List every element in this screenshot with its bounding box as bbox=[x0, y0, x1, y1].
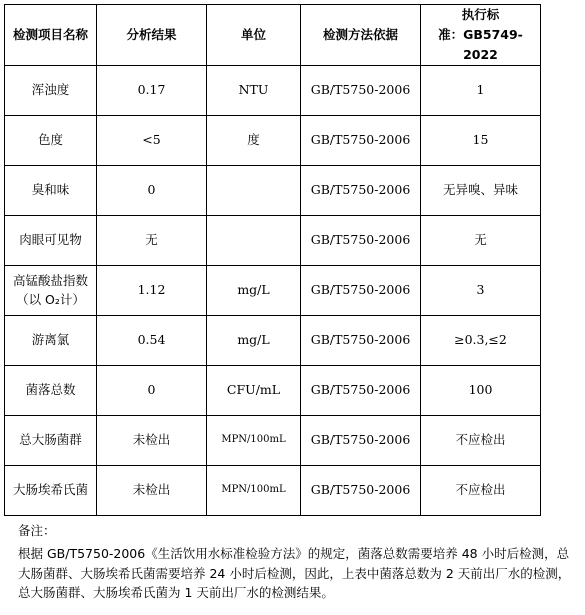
notes-section bbox=[18, 521, 578, 603]
row-unit bbox=[207, 216, 301, 266]
notes-label: 备注： bbox=[18, 523, 56, 538]
row-result: 未检出 bbox=[97, 416, 207, 466]
row-method: GB/T5750-2006 bbox=[301, 266, 421, 316]
header-unit: 单位 bbox=[207, 5, 301, 66]
row-item: 臭和味 bbox=[5, 166, 97, 216]
row-item: 浑浊度 bbox=[5, 66, 97, 116]
row-unit bbox=[207, 166, 301, 216]
row-standard: 15 bbox=[421, 116, 541, 166]
header-result: 分析结果 bbox=[97, 5, 207, 66]
row-standard: 不应检出 bbox=[421, 416, 541, 466]
table-row bbox=[5, 216, 541, 266]
header-method: 检测方法依据 bbox=[301, 5, 421, 66]
row-method: GB/T5750-2006 bbox=[301, 116, 421, 166]
row-method: GB/T5750-2006 bbox=[301, 166, 421, 216]
row-standard: 无 bbox=[421, 216, 541, 266]
row-result: <5 bbox=[97, 116, 207, 166]
row-item: 肉眼可见物 bbox=[5, 216, 97, 266]
row-unit: mg/L bbox=[207, 266, 301, 316]
row-item: 高锰酸盐指数 bbox=[12, 273, 88, 289]
table-row bbox=[5, 166, 541, 216]
table-row bbox=[5, 366, 541, 416]
row-standard: 1 bbox=[421, 66, 541, 116]
row-standard: 无异嗅、异味 bbox=[421, 166, 541, 216]
row-standard: ≥0.3,≤2 bbox=[421, 316, 541, 366]
row-unit: NTU bbox=[207, 66, 301, 116]
row-item: 游离氯 bbox=[5, 316, 97, 366]
table-row bbox=[5, 66, 541, 116]
header-standard bbox=[421, 5, 541, 66]
row-item: 大肠埃希氏菌 bbox=[5, 466, 97, 516]
row-unit: 度 bbox=[207, 116, 301, 166]
row-result: 0.54 bbox=[97, 316, 207, 366]
row-unit: MPN/100mL bbox=[207, 416, 301, 466]
row-standard: 3 bbox=[421, 266, 541, 316]
table-header-row bbox=[5, 5, 541, 66]
row-result: 1.12 bbox=[97, 266, 207, 316]
row-method: GB/T5750-2006 bbox=[301, 466, 421, 516]
row-item: 总大肠菌群 bbox=[5, 416, 97, 466]
row-item-multiline bbox=[5, 266, 97, 316]
header-item-name: 检测项目名称 bbox=[5, 5, 97, 66]
notes-text: 根据 GB/T5750-2006《生活饮用水标准检验方法》的规定，菌落总数需要培养 48 小时后检测，总大肠菌群、大肠埃希氏菌需要培养 24 小时后检测，因此，上表中菌落总数为 2 天前出厂水的检测，总大肠菌群、大肠埃希氏菌为 1 天前出厂水的检测结果。 bbox=[18, 546, 571, 601]
row-unit: MPN/100mL bbox=[207, 466, 301, 516]
row-unit: CFU/mL bbox=[207, 366, 301, 416]
row-result: 无 bbox=[97, 216, 207, 266]
table-row bbox=[5, 416, 541, 466]
row-standard: 100 bbox=[421, 366, 541, 416]
row-method: GB/T5750-2006 bbox=[301, 66, 421, 116]
row-item: 色度 bbox=[5, 116, 97, 166]
table-row bbox=[5, 266, 541, 316]
row-result: 0.17 bbox=[97, 66, 207, 116]
row-standard: 不应检出 bbox=[421, 466, 541, 516]
row-result: 0 bbox=[97, 166, 207, 216]
row-method: GB/T5750-2006 bbox=[301, 366, 421, 416]
row-unit: mg/L bbox=[207, 316, 301, 366]
row-result: 未检出 bbox=[97, 466, 207, 516]
table-row bbox=[5, 116, 541, 166]
row-method: GB/T5750-2006 bbox=[301, 416, 421, 466]
water-quality-table bbox=[4, 4, 541, 516]
row-method: GB/T5750-2006 bbox=[301, 316, 421, 366]
row-result: 0 bbox=[97, 366, 207, 416]
row-item: 菌落总数 bbox=[5, 366, 97, 416]
row-method: GB/T5750-2006 bbox=[301, 216, 421, 266]
row-item-sub: （以 O₂计） bbox=[16, 291, 85, 307]
header-standard-line2: 准：GB5749-2022 bbox=[438, 27, 523, 62]
table-row bbox=[5, 466, 541, 516]
header-standard-line1: 执行标 bbox=[461, 7, 500, 22]
table-row bbox=[5, 316, 541, 366]
